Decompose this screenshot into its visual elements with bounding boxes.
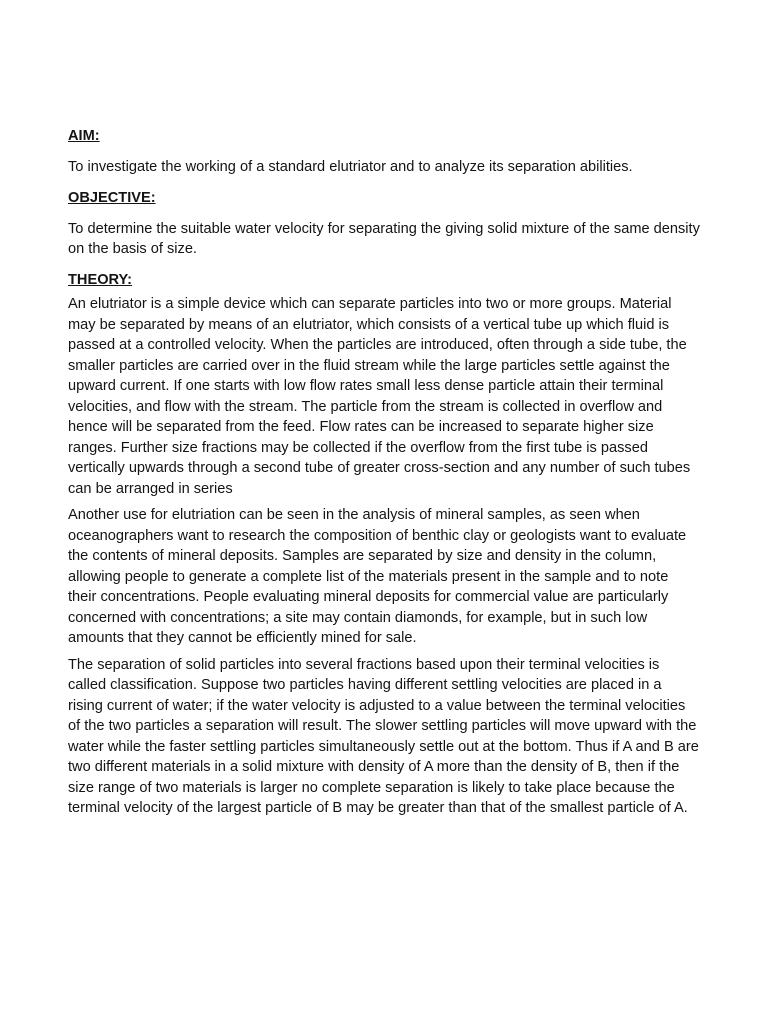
objective-heading: OBJECTIVE: <box>68 190 156 206</box>
theory-heading: THEORY: <box>68 271 133 288</box>
theory-paragraph: Another use for elutriation can be seen in the analysis of mineral samples, as seen when oceanographers want to research the composition of benthic clay or geologists want to evaluate the contents of mineral deposits. Samples are separated by size and density in the column, allowing people to generate a complete list of the materials present in the sample and to note their concentrations. People evaluating mineral deposits for commercial value are particularly concerned with concentrations; a site may contain diamonds, for example, but in such low amounts that they cannot be efficiently mined for sale. <box>68 507 687 646</box>
document-page <box>68 126 700 825</box>
aim-heading: AIM: <box>68 128 100 144</box>
theory-paragraph: The separation of solid particles into several fractions based upon their terminal velocities is called classification. Suppose two particles having different settling velocities are placed in a rising current of water; if the water velocity is adjusted to a value between the terminal velocities of the two particles a separation will result. The slower settling particles will move upward with the water while the faster settling particles simultaneously settle out at the bottom. Thus if A and B are two different materials in a solid mixture with density of A more than the density of B, then if the size range of two materials is larger no complete separation is likely to take place because the terminal velocity of the largest particle of B may be greater than that of the smallest particle of A. <box>68 656 699 816</box>
objective-text: To determine the suitable water velocity for separating the giving solid mixture of the same density on the basis of size. <box>68 220 700 257</box>
aim-text: To investigate the working of a standard elutriator and to analyze its separation abilities. <box>68 158 633 175</box>
theory-paragraph: An elutriator is a simple device which can separate particles into two or more groups. Material may be separated by means of an elutriator, which consists of a vertical tube up which fluid is passed at a controlled velocity. When the particles are introduced, often through a side tube, the smaller particles are carried over in the fluid stream while the large particles settle against the upward current. If one starts with low flow rates small less dense particle attain their terminal velocities, and flow with the stream. The particle from the stream is collected in overflow and hence will be separated from the feed. Flow rates can be increased to separate higher size ranges. Further size fractions may be collected if the overflow from the first tube is passed vertically upwards through a second tube of greater cross-section and any number of such tubes can be arranged in series <box>68 296 691 497</box>
